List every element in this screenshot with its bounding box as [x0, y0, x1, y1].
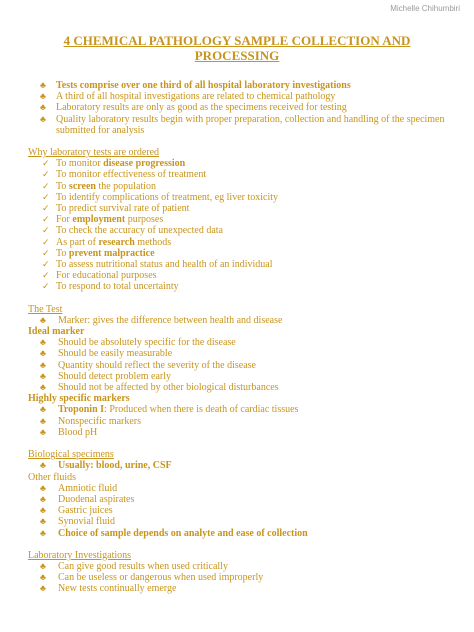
clover-bullet-icon: ♣	[40, 527, 46, 538]
checkmark-bullet-icon: ✓	[42, 236, 50, 247]
list-item: ✓ To identify complications of treatment, eg liver toxicity	[42, 191, 279, 203]
other-fluids-list	[28, 483, 448, 528]
list-item: ✓ To respond to total uncertainty	[42, 281, 179, 293]
list-item: ✓ To monitor disease progression	[42, 158, 186, 170]
checkmark-bullet-icon: ✓	[42, 225, 50, 236]
clover-bullet-icon: ♣	[40, 583, 46, 594]
list-item: ♣ Marker: gives the difference between health and disease	[40, 314, 283, 326]
list-item: ♣ Laboratory results are only as good as the specimens received for testing	[40, 102, 347, 114]
list-item: ✓ To check the accuracy of unexpected data	[42, 225, 223, 237]
intro-list	[28, 80, 448, 91]
document-body	[28, 80, 448, 595]
checkmark-bullet-icon: ✓	[42, 158, 50, 169]
clover-bullet-icon: ♣	[40, 493, 46, 504]
list-item: ♣ Can be useless or dangerous when used improperly	[40, 572, 264, 584]
intro-list-rest	[28, 91, 448, 136]
checkmark-bullet-icon: ✓	[42, 169, 50, 180]
clover-bullet-icon: ♣	[40, 337, 46, 348]
section-heading-investigations: Laboratory Investigations	[28, 549, 132, 561]
list-item: ♣ Should not be affected by other biological disturbances	[40, 382, 279, 394]
list-item: ✓ To screen the population	[42, 180, 156, 192]
investigations-list	[28, 561, 448, 595]
checkmark-bullet-icon: ✓	[42, 259, 50, 270]
list-item: ♣ Amniotic fluid	[40, 482, 118, 494]
clover-bullet-icon: ♣	[40, 370, 46, 381]
clover-bullet-icon: ♣	[40, 382, 46, 393]
clover-bullet-icon: ♣	[40, 516, 46, 527]
section-heading-specimens: Biological specimens	[28, 449, 114, 461]
list-item: ♣ Blood pH	[40, 426, 98, 438]
list-item: ♣ Usually: blood, urine, CSF	[40, 460, 172, 472]
subheading-other-fluids: Other fluids	[28, 471, 77, 483]
author-name: Michelle Chihumbiri	[390, 4, 460, 13]
list-item: ♣ Should detect problem early	[40, 370, 172, 382]
list-item: ♣ Gastric juices	[40, 505, 113, 517]
list-item: ♣ Troponin I: Produced when there is death of cardiac tissues	[40, 404, 299, 416]
clover-bullet-icon: ♣	[40, 80, 46, 90]
list-item: ♣ Should be easily measurable	[40, 348, 173, 360]
list-item: ♣ Tests comprise over one third of all hospital laboratory investigations	[40, 80, 351, 91]
checkmark-bullet-icon: ✓	[42, 270, 50, 281]
clover-bullet-icon: ♣	[40, 505, 46, 516]
section-heading-test: The Test	[28, 303, 63, 315]
clover-bullet-icon: ♣	[40, 426, 46, 437]
clover-bullet-icon: ♣	[40, 359, 46, 370]
checkmark-bullet-icon: ✓	[42, 203, 50, 214]
list-item: ✓ To prevent malpractice	[42, 247, 155, 259]
checkmark-bullet-icon: ✓	[42, 214, 50, 225]
clover-bullet-icon: ♣	[40, 460, 46, 471]
list-item: ♣ New tests continually emerge	[40, 583, 177, 595]
ideal-marker-list	[28, 337, 448, 393]
specific-marker-list	[28, 404, 448, 438]
checkmark-bullet-icon: ✓	[42, 180, 50, 191]
clover-bullet-icon: ♣	[40, 314, 46, 325]
section-heading-why: Why laboratory tests are ordered	[28, 147, 160, 159]
list-item: ♣ Quality laboratory results begin with proper preparation, collection and handling of the specimen submitted for analysis	[40, 113, 445, 136]
list-item: ✓ For employment purposes	[42, 214, 164, 226]
clover-bullet-icon: ♣	[40, 404, 46, 415]
checkmark-bullet-icon: ✓	[42, 281, 50, 292]
checkmark-bullet-icon: ✓	[42, 191, 50, 202]
choice-list	[28, 528, 448, 539]
clover-bullet-icon: ♣	[40, 415, 46, 426]
usual-specimen-list	[28, 460, 448, 471]
list-item: ♣ Choice of sample depends on analyte and ease of collection	[40, 527, 308, 539]
why-list	[28, 158, 448, 292]
list-item: ♣ Nonspecific markers	[40, 415, 142, 427]
list-item: ♣ Should be absolutely specific for the disease	[40, 337, 236, 349]
clover-bullet-icon: ♣	[40, 348, 46, 359]
subheading-ideal-marker: Ideal marker	[28, 326, 85, 338]
clover-bullet-icon: ♣	[40, 91, 46, 102]
page-title: 4 CHEMICAL PATHOLOGY SAMPLE COLLECTION AND PROCESSING	[63, 33, 411, 63]
marker-list	[28, 315, 448, 326]
list-item: ♣ A third of all hospital investigations are related to chemical pathology	[40, 91, 336, 103]
list-item: ♣ Duodenal aspirates	[40, 493, 135, 505]
list-item: ♣ Can give good results when used critically	[40, 560, 228, 572]
clover-bullet-icon: ♣	[40, 560, 46, 571]
list-item: ✓ As part of research methods	[42, 236, 172, 248]
checkmark-bullet-icon: ✓	[42, 247, 50, 258]
list-item: ♣ Synovial fluid	[40, 516, 115, 528]
clover-bullet-icon: ♣	[40, 102, 46, 113]
clover-bullet-icon: ♣	[40, 572, 46, 583]
list-item: ✓ To assess nutritional status and health of an individual	[42, 259, 273, 271]
clover-bullet-icon: ♣	[40, 113, 46, 124]
clover-bullet-icon: ♣	[40, 482, 46, 493]
list-item: ♣ Quantity should reflect the severity of the disease	[40, 359, 256, 371]
list-item: ✓ For educational purposes	[42, 270, 157, 282]
subheading-specific-markers: Highly specific markers	[28, 393, 130, 405]
list-item: ✓ To monitor effectiveness of treatment	[42, 169, 207, 181]
list-item: ✓ To predict survival rate of patient	[42, 203, 190, 215]
